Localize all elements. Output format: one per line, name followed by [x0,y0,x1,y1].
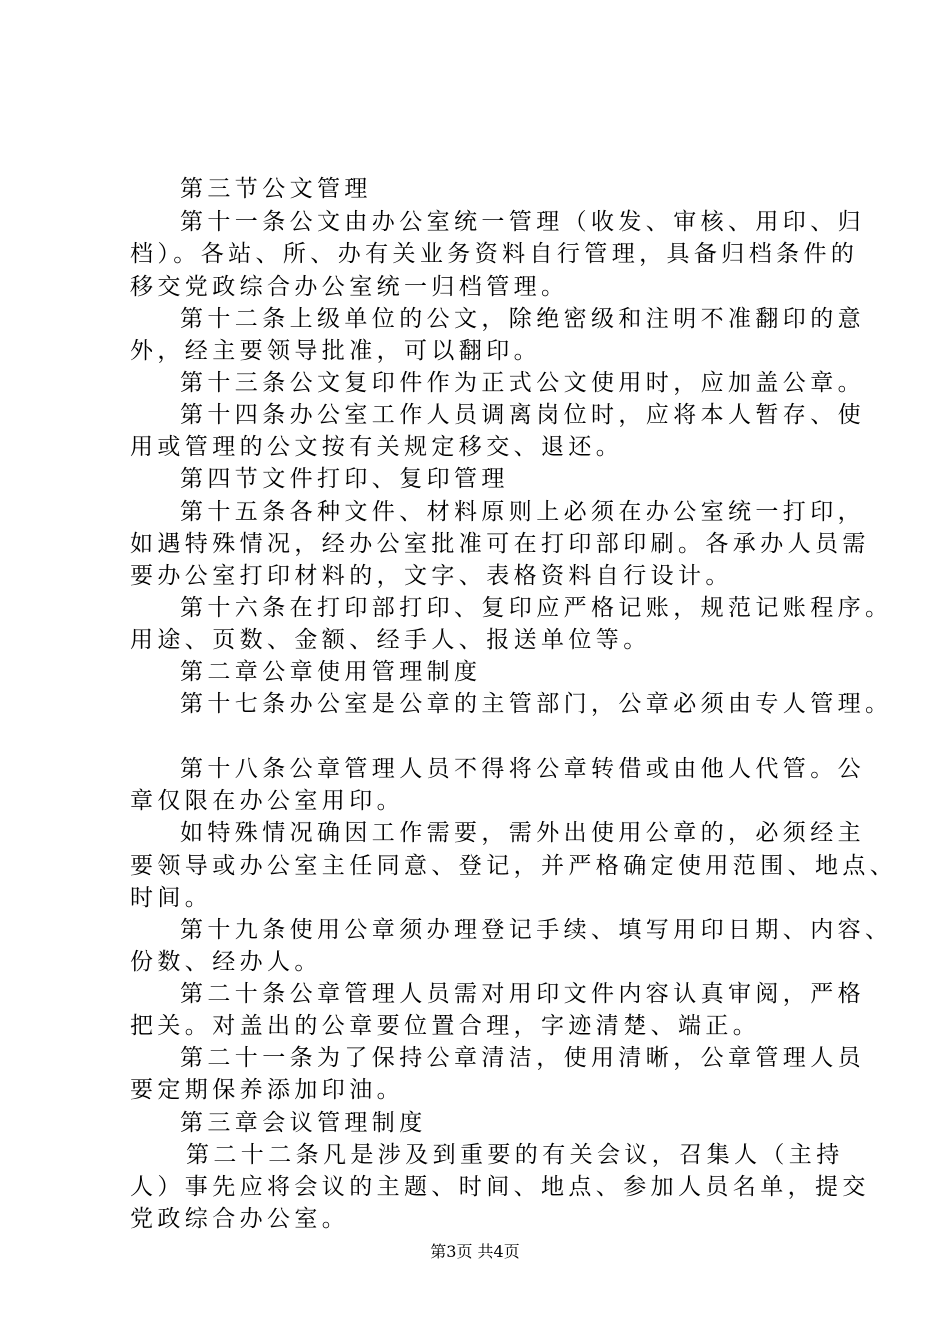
paragraph-line: 第十九条使用公章须办理登记手续、填写用印日期、内容、 [180,917,893,943]
paragraph-line: 时间。 [130,885,213,911]
paragraph-line: 第十一条公文由办公室统一管理（收发、审核、用印、归 [180,209,865,235]
paragraph-line: 要办公室打印材料的，文字、表格资料自行设计。 [130,563,733,589]
paragraph-line: 如遇特殊情况，经办公室批准可在打印部印刷。各承办人员需 [130,531,870,557]
chapter-heading: 第二章公章使用管理制度 [180,659,482,685]
paragraph-line: 第十八条公章管理人员不得将公章转借或由他人代管。公 [180,756,865,782]
section-heading: 第四节文件打印、复印管理 [180,466,509,492]
paragraph-line: 第十七条办公室是公章的主管部门，公章必须由专人管理。 [180,691,893,717]
paragraph-line: 第十四条办公室工作人员调离岗位时，应将本人暂存、使 [180,402,865,428]
paragraph-line: 移交党政综合办公室统一归档管理。 [130,274,569,300]
section-heading: 第三节公文管理 [180,176,372,202]
chapter-heading: 第三章会议管理制度 [180,1110,427,1136]
paragraph-line: 第十五条各种文件、材料原则上必须在办公室统一打印， [180,499,865,525]
paragraph-line: 要领导或办公室主任同意、登记，并严格确定使用范围、地点、 [130,853,898,879]
paragraph-line: 第十二条上级单位的公文，除绝密级和注明不准翻印的意 [180,306,865,332]
paragraph-line: 第十六条在打印部打印、复印应严格记账，规范记账程序。 [180,595,893,621]
paragraph-line: 第十三条公文复印件作为正式公文使用时，应加盖公章。 [180,370,865,396]
paragraph-line: 人）事先应将会议的主题、时间、地点、参加人员名单，提交 [130,1174,870,1200]
paragraph-line: 档）。各站、所、办有关业务资料自行管理，具备归档条件的 [130,241,859,267]
paragraph-line: 份数、经办人。 [130,949,322,975]
paragraph-line: 要定期保养添加印油。 [130,1077,404,1103]
paragraph-line: 党政综合办公室。 [130,1206,350,1232]
paragraph-line: 外，经主要领导批准，可以翻印。 [130,338,541,364]
paragraph-line: 如特殊情况确因工作需要，需外出使用公章的，必须经主 [180,820,865,846]
paragraph-line: 用或管理的公文按有关规定移交、退还。 [130,434,624,460]
paragraph-line: 用途、页数、金额、经手人、报送单位等。 [130,627,651,653]
paragraph-line: 第二十二条凡是涉及到重要的有关会议，召集人（主持 [186,1142,844,1168]
paragraph-line: 把关。对盖出的公章要位置合理，字迹清楚、端正。 [130,1013,761,1039]
page-number-footer: 第3页 共4页 [430,1242,520,1261]
paragraph-line: 第二十一条为了保持公章清洁，使用清晰，公章管理人员 [180,1045,865,1071]
paragraph-line: 章仅限在办公室用印。 [130,788,404,814]
paragraph-line: 第二十条公章管理人员需对用印文件内容认真审阅，严格 [180,981,865,1007]
